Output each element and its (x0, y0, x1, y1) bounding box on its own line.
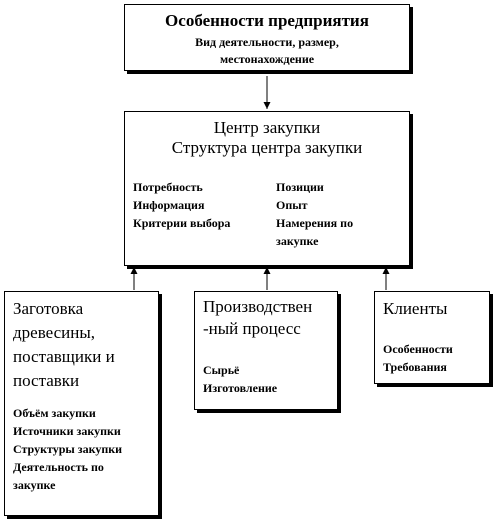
center-right-item: закупке (276, 234, 319, 248)
wood-item: Структуры закупки (13, 442, 123, 456)
production-item: Изготовление (203, 381, 278, 395)
clients-title: Клиенты (383, 299, 448, 318)
wood-procurement-box (4, 291, 159, 516)
center-subtitle: Структура центра закупки (171, 138, 363, 157)
center-left-item: Потребность (133, 180, 203, 194)
center-left-item: Критерии выбора (133, 216, 231, 230)
production-title-line: -ный процесс (203, 319, 301, 338)
wood-item: закупке (13, 478, 56, 492)
wood-item: Деятельность по (13, 460, 104, 474)
clients-item: Требования (383, 360, 447, 374)
wood-item: Объём закупки (13, 406, 96, 420)
center-title: Центр закупки (213, 118, 321, 137)
center-left-item: Информация (133, 198, 205, 212)
wood-title-line: древесины, (13, 323, 96, 342)
clients-item: Особенности (383, 342, 453, 356)
enterprise-line-2: местонахождение (219, 52, 315, 66)
wood-title-line: Заготовка (13, 299, 84, 318)
enterprise-title: Особенности предприятия (165, 11, 369, 30)
clients-box (374, 291, 490, 384)
wood-item: Источники закупки (13, 424, 121, 438)
wood-title-line: поставки (13, 371, 80, 390)
wood-title-line: поставщики и (13, 347, 115, 366)
purchasing-center-box (124, 111, 410, 266)
center-right-item: Опыт (276, 198, 308, 212)
production-process-box (194, 291, 338, 410)
center-right-item: Намерения по (276, 216, 354, 230)
center-right-item: Позиции (276, 180, 324, 194)
enterprise-box (124, 4, 410, 71)
production-title-line: Производствен (203, 297, 313, 316)
enterprise-line-1: Вид деятельности, размер, (195, 35, 339, 49)
production-item: Сырьё (203, 363, 240, 377)
